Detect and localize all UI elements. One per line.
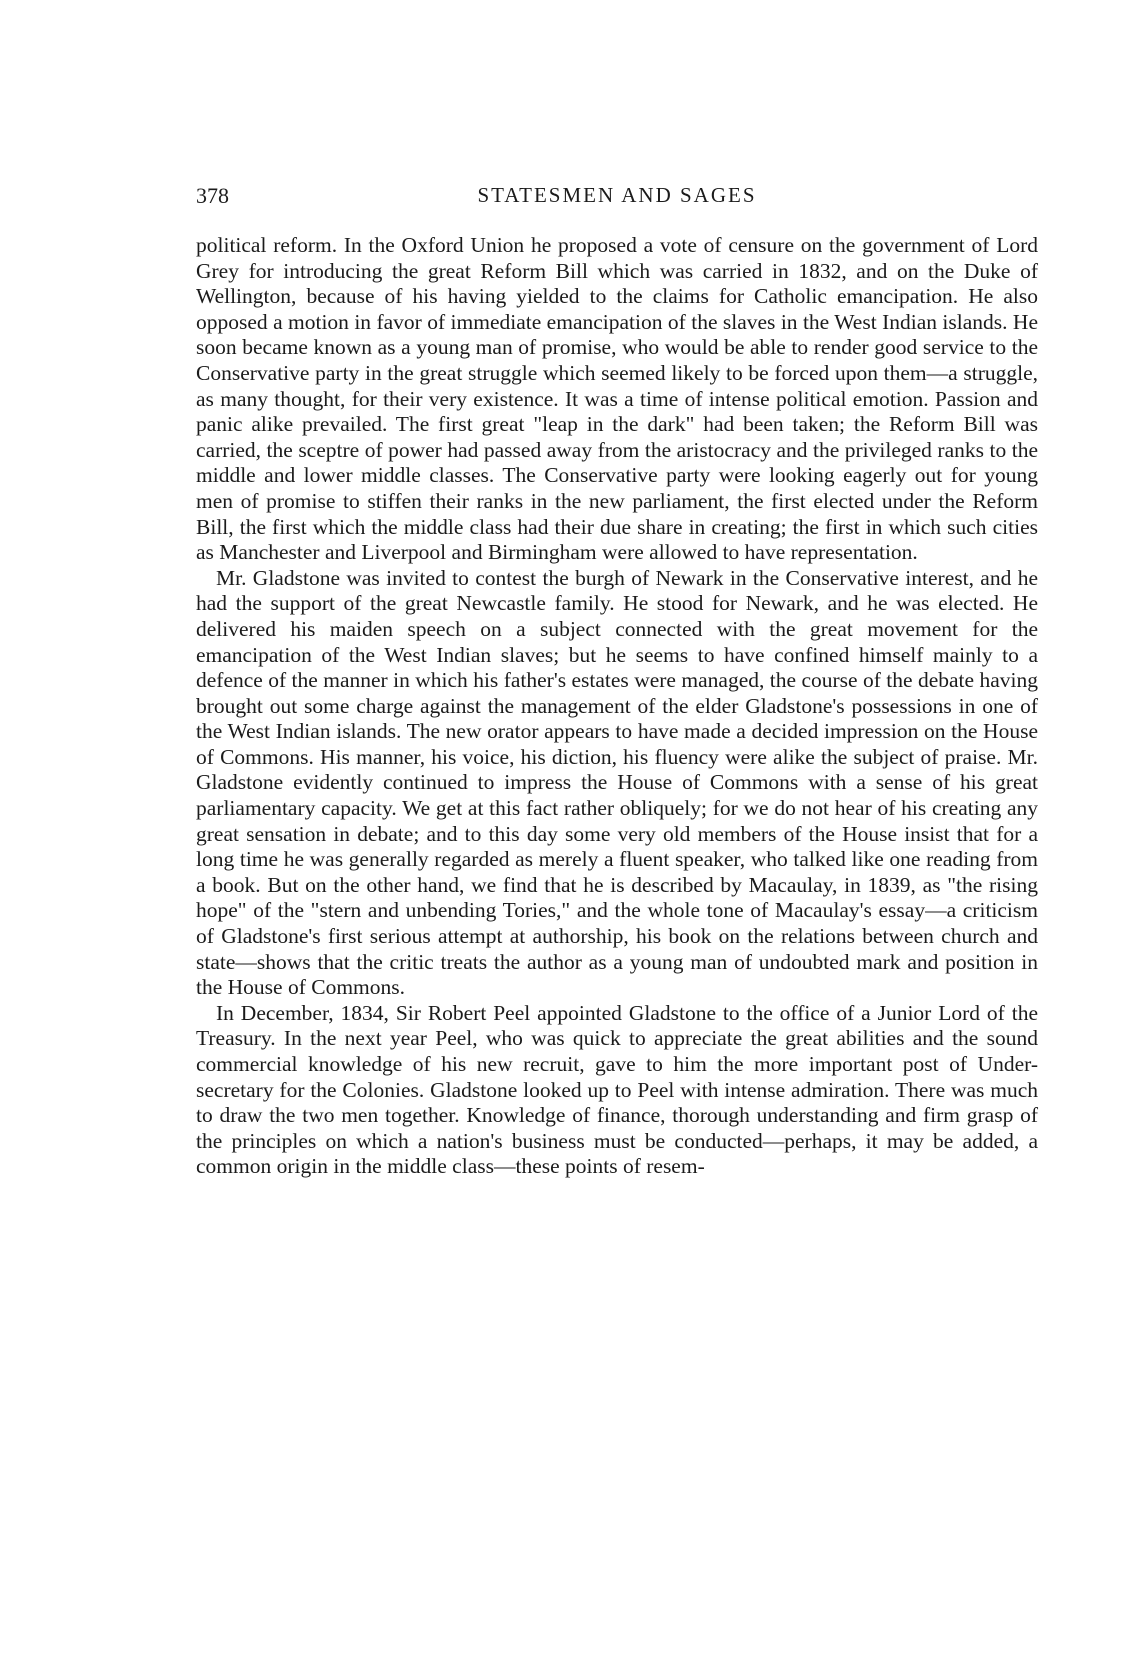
paragraph-2: Mr. Gladstone was invited to contest the burgh of Newark in the Conservative interest, and he had the support of the great Newcastle family. He stood for Newark, and he was elected. He delivered his maiden speech on a subject connected with the great movement for the emancipation of the West Indian slaves; but he seems to have confined himself mainly to a defence of the manner in which his father's estates were managed, the course of the debate having brought out some charge against the management of the elder Gladstone's possessions in one of the West Indian islands. The new orator appears to have made a decided impression on the House of Commons. His manner, his voice, his diction, his fluency were alike the subject of praise. Mr. Gladstone evidently continued to impress the House of Commons with a sense of his great parliamentary capacity. We get at this fact rather obliquely; for we do not hear of his creating any great sensation in debate; and to this day some very old members of the House insist that for a long time he was generally regarded as merely a fluent speaker, who talked like one reading from a book. But on the other hand, we find that he is described by Macaulay, in 1839, as "the rising hope" of the "stern and unbending Tories," and the whole tone of Macaulay's essay—a criticism of Gladstone's first serious attempt at authorship, his book on the relations between church and state—shows that the critic treats the author as a young man of undoubted mark and position in the House of Commons. — [196, 565, 1038, 1000]
paragraph-3: In December, 1834, Sir Robert Peel appointed Gladstone to the office of a Junior Lord of the Treasury. In the next year Peel, who was quick to appreciate the great abilities and the sound commercial knowledge of his new recruit, gave to him the more important post of Under-secretary for the Colonies. Gladstone looked up to Peel with intense admiration. There was much to draw the two men together. Knowledge of finance, thorough understanding and firm grasp of the principles on which a nation's business must be conducted—perhaps, it may be added, a common origin in the middle class—these points of resem- — [196, 1000, 1038, 1179]
body-text — [196, 233, 1038, 1180]
page-number: 378 — [196, 183, 229, 208]
paragraph-1: political reform. In the Oxford Union he proposed a vote of censure on the government of Lord Grey for introducing the great Reform Bill which was carried in 1832, and on the Duke of Wellington, because of his having yielded to the claims for Catholic emancipation. He also opposed a motion in favor of immediate emancipation of the slaves in the West Indian islands. He soon became known as a young man of promise, who would be able to render good service to the Conservative party in the great struggle which seemed likely to be forced upon them—a struggle, as many thought, for their very existence. It was a time of intense political emotion. Passion and panic alike prevailed. The first great "leap in the dark" had been taken; the Reform Bill was carried, the sceptre of power had passed away from the aristocracy and the privileged ranks to the middle and lower middle classes. The Conservative party were looking eagerly out for young men of promise to stiffen their ranks in the new parliament, the first elected under the Reform Bill, the first which the middle class had their due share in creating; the first in which such cities as Manchester and Liverpool and Birmingham were allowed to have representation. — [196, 233, 1038, 565]
page-header — [196, 183, 1038, 213]
running-title: STATESMEN AND SAGES — [477, 183, 757, 207]
